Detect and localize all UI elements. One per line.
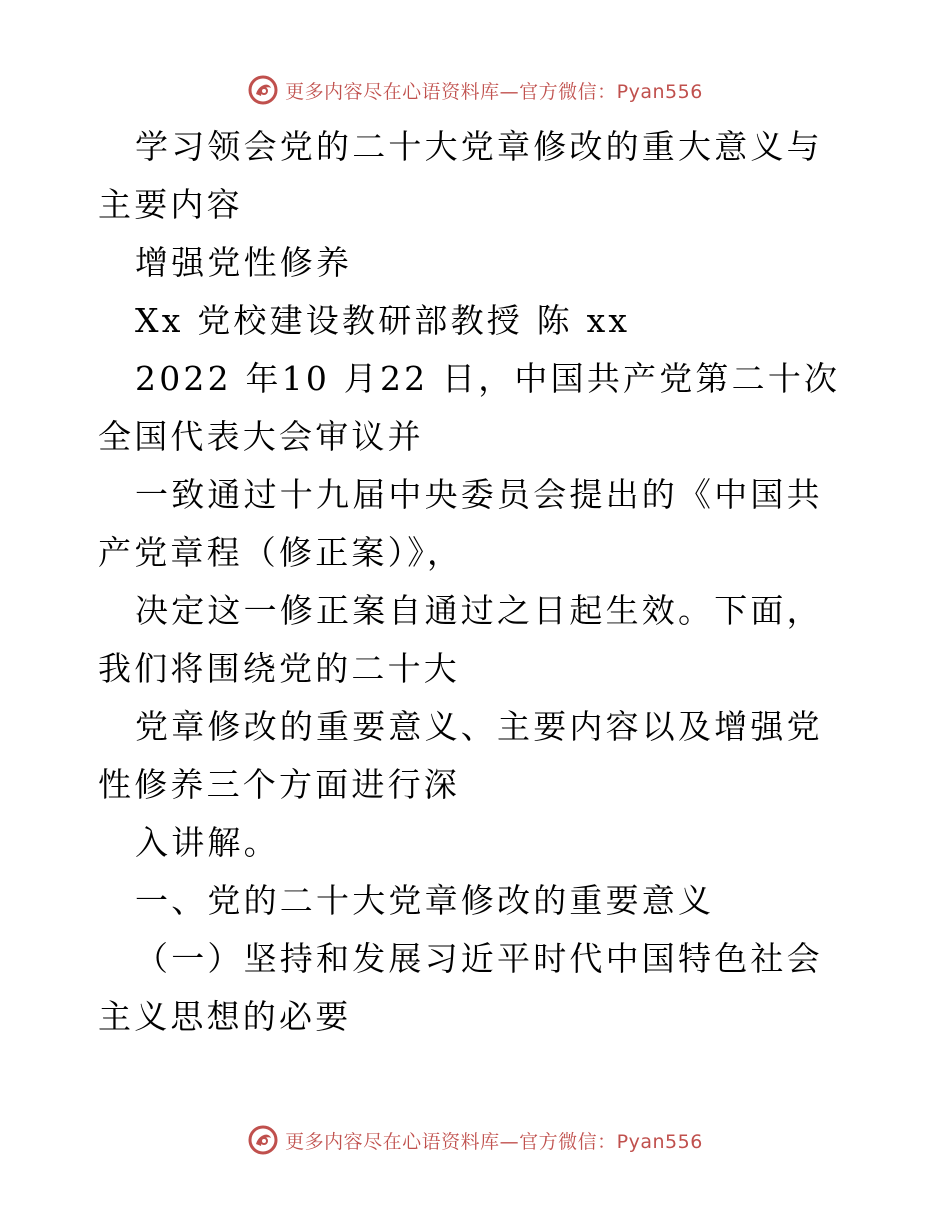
body-paragraph: 一致通过十九届中央委员会提出的《中国共产党章程（修正案）》， <box>98 475 823 572</box>
section-heading: 一、党的二十大党章修改的重要意义 <box>135 881 715 920</box>
red-swirl-logo-icon <box>247 74 279 106</box>
body-paragraph: 2022 年10 月22 日，中国共产党第二十次全国代表大会审议并 <box>98 359 841 456</box>
body-paragraph: 决定这一修正案自通过之日起生效。下面，我们将围绕党的二十大 <box>98 591 823 688</box>
document-body <box>98 118 858 1046</box>
footer-watermark <box>0 1122 950 1158</box>
author-line: Xx 党校建设教研部教授 陈 xx <box>135 301 631 340</box>
watermark-text: 更多内容尽在心语资料库—官方微信：Pyan556 <box>285 80 703 103</box>
document-title: 学习领会党的二十大党章修改的重大意义与主要内容 <box>98 127 823 224</box>
document-subtitle: 增强党性修养 <box>135 243 353 282</box>
body-paragraph: 入讲解。 <box>135 823 280 862</box>
subsection-heading: （一）坚持和发展习近平时代中国特色社会主义思想的必要 <box>98 939 823 1036</box>
header-watermark <box>0 72 950 108</box>
watermark-text: 更多内容尽在心语资料库—官方微信：Pyan556 <box>285 1130 703 1153</box>
body-paragraph: 党章修改的重要意义、主要内容以及增强党性修养三个方面进行深 <box>98 707 823 804</box>
red-swirl-logo-icon <box>247 1124 279 1156</box>
